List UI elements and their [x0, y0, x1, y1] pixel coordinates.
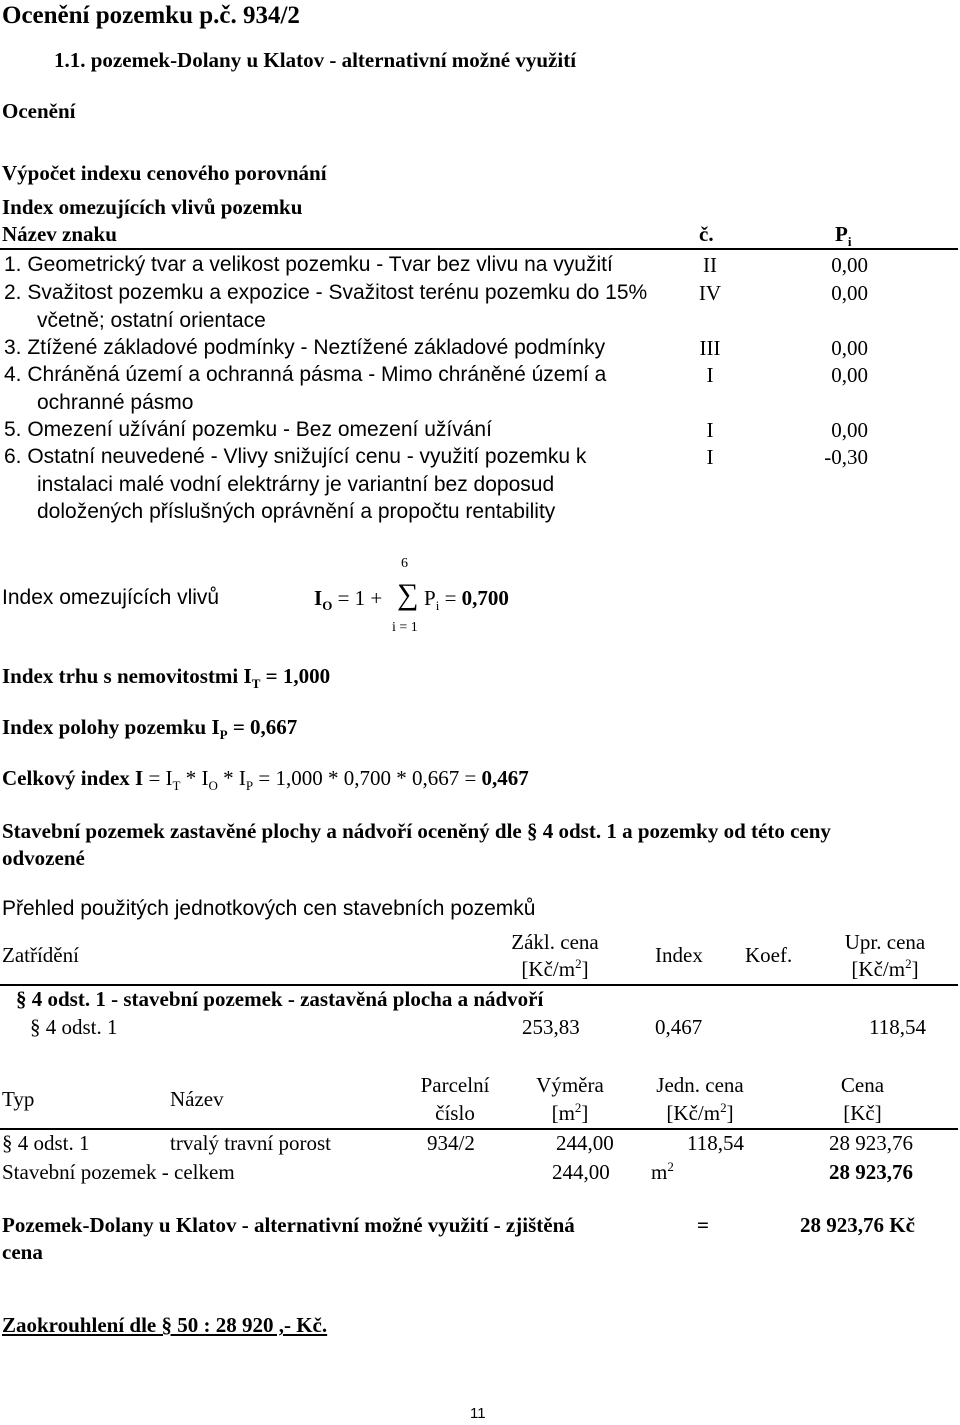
- t2-header-parc-1: Parcelní: [420, 1073, 490, 1097]
- formula-sum-bottom: i = 1: [392, 620, 418, 635]
- section-subtitle: 1.1. pozemek-Dolany u Klatov - alternativní možné využití: [54, 48, 577, 72]
- t2-header-jedn-1: Jedn. cena: [656, 1073, 744, 1097]
- t2-header-jedn-2: $[Kč/m^2]$: [666, 1100, 734, 1125]
- t2-header-cena-2: [Kč]: [843, 1101, 882, 1125]
- factors-header-name: Název znaku: [2, 222, 117, 246]
- t2-row-nazev: trvalý travní porost: [170, 1131, 331, 1155]
- factor-6-line-2: instalaci malé vodní elektrárny je variantní bez doposud: [37, 472, 555, 496]
- t1-header-zatrideni: Zatřídění: [2, 943, 79, 967]
- t1-header-zakl-1: Zákl. cena: [511, 930, 599, 954]
- factor-6-no: I: [706, 445, 714, 469]
- formula-io: $I_O = 1$ +: [314, 586, 383, 614]
- t2-row-parc: 934/2: [427, 1131, 475, 1155]
- header-rule: [0, 248, 958, 250]
- t2-total-vym: 244,00: [552, 1160, 610, 1184]
- formula-result: $P_i = 0,700$: [424, 586, 509, 614]
- index-polohy: Index polohy pozemku $I_P = 0,667$: [2, 715, 298, 743]
- t1-row-zakl: 253,83: [522, 1015, 580, 1039]
- factor-4-no: I: [706, 363, 714, 387]
- t2-header-parc-2: číslo: [435, 1101, 475, 1125]
- t1-header-koef: Koef.: [745, 943, 793, 967]
- factor-3-line-1: 3. Ztížené základové podmínky - Neztížené základové podmínky: [4, 336, 606, 359]
- t2-row-cena: 28 923,76: [829, 1131, 913, 1155]
- t1-row-index: 0,467: [655, 1015, 703, 1039]
- factor-6-line-1: 6. Ostatní neuvedené - Vlivy snižující cenu - využití pozemku k: [4, 445, 587, 468]
- t1-row-upr: 118,54: [869, 1015, 926, 1039]
- page-title: Ocenění pozemku p.č. 934/2: [2, 2, 300, 29]
- stavebni-heading-line1: Stavební pozemek zastavěné plochy a nádvoří oceněný dle § 4 odst. 1 a pozemky od této ceny: [2, 819, 831, 843]
- factor-6-line-3: doložených příslušných oprávnění a propočtu rentability: [37, 500, 556, 523]
- factors-header-no: č.: [699, 222, 714, 246]
- t2-header-typ: Typ: [2, 1087, 35, 1111]
- t2-total-unit: $m^2$: [651, 1159, 674, 1184]
- factor-1-line-1: 1. Geometrický tvar a velikost pozemku - Tvar bez vlivu na využití: [4, 253, 613, 276]
- t2-row-typ: § 4 odst. 1: [2, 1131, 90, 1155]
- t1-rule: [0, 984, 958, 986]
- factors-header-pi: $P_i$: [835, 222, 852, 250]
- t1-header-zakl-2: $[Kč/m^2]$: [521, 956, 589, 981]
- factor-4-line-2: ochranné pásmo: [37, 390, 194, 414]
- factor-2-line-2: včetně; ostatní orientace: [37, 308, 266, 332]
- oceneni-heading: Ocenění: [2, 99, 76, 123]
- factor-4-value: 0,00: [831, 363, 868, 387]
- formula-sum-top: 6: [401, 556, 408, 571]
- vypocet-heading: Výpočet indexu cenového porovnání: [2, 161, 327, 185]
- prehled-heading: Přehled použitých jednotkových cen stavebních pozemků: [2, 897, 536, 920]
- t2-total-label: Stavební pozemek - celkem: [2, 1160, 235, 1184]
- summary-value: 28 923,76 Kč: [800, 1213, 915, 1237]
- summary-line2: cena: [2, 1240, 43, 1264]
- index-trhu: Index trhu s nemovitostmi $I_T = 1,000$: [2, 664, 331, 692]
- factor-6-value: -0,30: [824, 445, 868, 469]
- factor-2-value: 0,00: [831, 281, 868, 305]
- t2-row-jedn: 118,54: [687, 1131, 744, 1155]
- t2-header-cena-1: Cena: [840, 1073, 885, 1097]
- t1-header-upr-1: Upr. cena: [844, 930, 926, 954]
- page-number: 11: [470, 1405, 486, 1422]
- t2-header-vym-2: $[m^2]$: [551, 1100, 589, 1125]
- factor-3-no: III: [699, 336, 721, 360]
- t2-row-vym: 244,00: [556, 1131, 614, 1155]
- factor-1-value: 0,00: [831, 253, 868, 277]
- factor-4-line-1: 4. Chráněná území a ochranná pásma - Mimo chráněné území a: [4, 363, 607, 386]
- t1-header-index: Index: [655, 943, 703, 967]
- t1-group-row: § 4 odst. 1 - stavební pozemek - zastavěná plocha a nádvoří: [16, 987, 544, 1011]
- factor-2-line-1: 2. Svažitost pozemku a expozice - Svažitost terénu pozemku do 15%: [4, 281, 648, 304]
- t2-header-nazev: Název: [170, 1087, 224, 1111]
- factor-5-line-1: 5. Omezení užívání pozemku - Bez omezení užívání: [4, 418, 492, 441]
- t2-rule: [0, 1128, 958, 1130]
- t2-header-vym-1: Výměra: [536, 1073, 604, 1097]
- t1-row-zatrideni: § 4 odst. 1: [30, 1015, 118, 1039]
- factor-5-no: I: [706, 418, 714, 442]
- summary-line1: Pozemek-Dolany u Klatov - alternativní možné využití - zjištěná: [2, 1213, 575, 1237]
- formula-label: Index omezujících vlivů: [2, 586, 220, 609]
- t1-header-upr-2: $[Kč/m^2]$: [851, 956, 919, 981]
- factor-2-no: IV: [698, 281, 722, 305]
- zaokrouhleni: Zaokrouhlení dle § 50 : 28 920 ,- Kč.: [2, 1313, 328, 1337]
- stavebni-heading-line2: odvozené: [2, 846, 85, 870]
- summary-eq: =: [697, 1213, 709, 1237]
- factor-5-value: 0,00: [831, 418, 868, 442]
- celkovy-index: Celkový index $I = I_T * I_O * I_P = 1,000 * 0,700 * 0,667 = 0,467$: [2, 766, 529, 794]
- sigma-icon: ∑: [397, 578, 419, 611]
- factor-3-value: 0,00: [831, 336, 868, 360]
- index-omezujicich-heading: Index omezujících vlivů pozemku: [2, 195, 303, 219]
- factor-1-no: II: [703, 253, 717, 277]
- t2-total-cena: 28 923,76: [829, 1160, 913, 1184]
